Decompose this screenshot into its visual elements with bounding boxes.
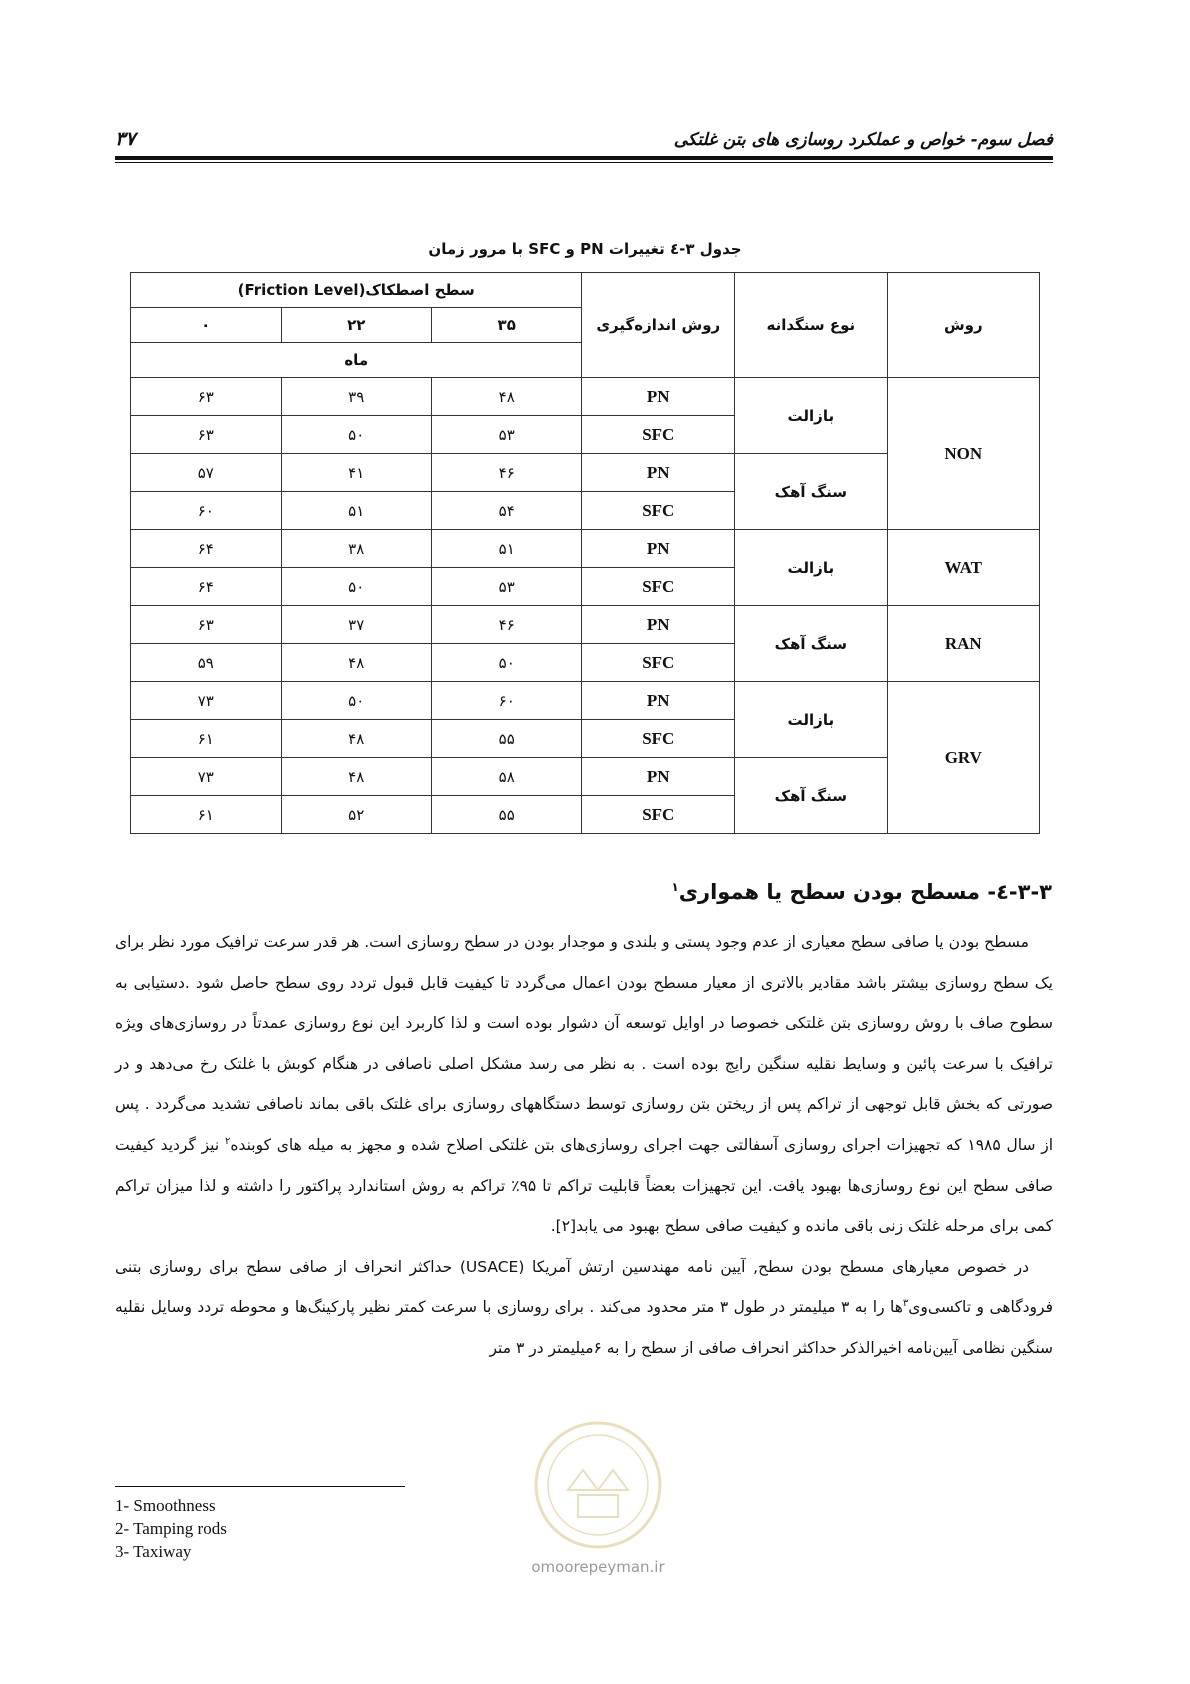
footnote-rule xyxy=(115,1486,405,1487)
header-measure-method xyxy=(582,273,735,378)
measure-cell: PN xyxy=(582,378,735,416)
value-cell: ۴۸ xyxy=(431,378,581,416)
footnote: 3- Taxiway xyxy=(115,1542,192,1561)
value-cell: ۵۰ xyxy=(281,416,431,454)
measure-cell: SFC xyxy=(582,416,735,454)
table-row xyxy=(131,378,1040,416)
value-cell: ۵۵ xyxy=(431,720,581,758)
measure-cell: SFC xyxy=(582,568,735,606)
value-cell: ۳۹ xyxy=(281,378,431,416)
footnotes xyxy=(115,1494,227,1563)
watermark-seal-icon xyxy=(483,1410,713,1555)
value-cell: ۵۱ xyxy=(431,530,581,568)
value-cell: ۵۴ xyxy=(431,492,581,530)
value-cell: ۵۰ xyxy=(281,682,431,720)
paragraph-text: ها را به ۳ میلیمتر در طول ۳ متر محدود می‌کند . برای روسازی با سرعت کمتر نظیر پارکینگ‌ها و محوطه تردد وسایل نقلیه سنگین نظامی آیین‌نامه اخیرالذکر حداکثر انحراف صافی از سطح را به ۶میلیمتر در ۳ متر xyxy=(115,1298,1053,1357)
footnote-ref: ۱ xyxy=(671,880,679,894)
value-cell: ۵۹ xyxy=(131,644,282,682)
value-cell: ۵۸ xyxy=(431,758,581,796)
table-header-row xyxy=(131,273,1040,308)
value-cell: ۴۶ xyxy=(431,606,581,644)
footnote-ref: ۳ xyxy=(902,1298,909,1310)
value-cell: ۵۲ xyxy=(281,796,431,834)
measure-cell: PN xyxy=(582,606,735,644)
method-cell: RAN xyxy=(887,606,1039,682)
value-cell: ۶۱ xyxy=(131,720,282,758)
value-cell: ۵۳ xyxy=(431,568,581,606)
value-cell: ۵۰ xyxy=(281,568,431,606)
paragraph-text: نیز گردید کیفیت صافی سطح این نوع روسازی‌ها بهبود یافت. این تجهیزات بعضاً قابلیت تراکم تا ۹۵٪ تراکم به روش استاندارد پراکتور را داشته و لذا میزان تراکم کمی برای مرحله غلتک زنی باقی مانده و کیفیت صافی سطح بهبود می یابد[۲]. xyxy=(115,1135,1053,1236)
footnote-ref: ۲ xyxy=(224,1135,231,1147)
header-friction-level: سطح اصطکاک(Friction Level) xyxy=(131,273,582,308)
page-header xyxy=(115,128,1053,164)
footnote: 1- Smoothness xyxy=(115,1496,216,1515)
value-cell: ۴۸ xyxy=(281,644,431,682)
body-text xyxy=(115,922,1053,1369)
measure-cell: PN xyxy=(582,454,735,492)
method-cell: NON xyxy=(887,378,1039,530)
measure-cell: SFC xyxy=(582,492,735,530)
value-cell: ۳۷ xyxy=(281,606,431,644)
value-cell: ۴۱ xyxy=(281,454,431,492)
value-cell: ۴۸ xyxy=(281,758,431,796)
measure-cell: PN xyxy=(582,530,735,568)
measure-cell: SFC xyxy=(582,644,735,682)
value-cell: ۶۰ xyxy=(131,492,282,530)
value-cell: ۶۴ xyxy=(131,530,282,568)
value-cell: ۶۳ xyxy=(131,416,282,454)
header-rule-thin xyxy=(115,162,1053,163)
value-cell: ۶۳ xyxy=(131,378,282,416)
aggregate-cell: سنگ آهک xyxy=(735,454,888,530)
table-row xyxy=(131,682,1040,720)
section-heading-text: ۳-۳-٤- مسطح بودن سطح یا همواری xyxy=(678,880,1052,904)
chapter-title: فصل سوم- خواص و عملکرد روسازی های بتن غلتکی xyxy=(673,130,1053,150)
paragraph xyxy=(115,1247,1053,1369)
friction-table xyxy=(130,272,1040,834)
header-month: ۰ xyxy=(131,308,282,343)
value-cell: ۶۴ xyxy=(131,568,282,606)
value-cell: ۶۱ xyxy=(131,796,282,834)
measure-cell: PN xyxy=(582,682,735,720)
footnote: 2- Tamping rods xyxy=(115,1519,227,1538)
table-caption: جدول ۳-٤ تغییرات PN و SFC با مرور زمان xyxy=(428,240,742,258)
header-month-unit: ماه xyxy=(131,343,582,378)
value-cell: ۵۰ xyxy=(431,644,581,682)
method-cell: GRV xyxy=(887,682,1039,834)
value-cell: ۷۳ xyxy=(131,758,282,796)
paragraph-text: مسطح بودن یا صافی سطح معیاری از عدم وجود پستی و بلندی و موجدار بودن در سطح روسازی است. هر قدر سرعت ترافیک مورد نظر برای یک سطح روسازی بیشتر باشد مقادیر بالاتری از معیار مسطح بودن اعمال می‌گردد تا کیفیت قابل قبول تردد روی سطح حاصل شود .دستیابی به سطوح صاف با روش روسازی بتن غلتکی خصوصا در اوایل توسعه آن دشوار بوده است و لذا کاربرد این نوع روسازی عمدتاً در روسازی‌های ویژه ترافیک با سرعت پائین و وسایط نقلیه سنگین رایج بوده است . به نظر می رسد مشکل اصلی ناصافی در هنگام کوبش با غلتک رخ می‌دهد و در صورتی که بخش قابل توجهی از تراکم پس از ریختن بتن روسازی توسط دستگاههای روسازی برای غلتک باقی بماند ناصافی تشدید می‌گردد . پس از سال ۱۹۸۵ که تجهیزات اجرای روسازی آسفالتی جهت اجرای روسازی‌های بتن غلتکی اصلاح شده و مجهز به میله های کوبنده xyxy=(115,933,1053,1154)
measure-cell: PN xyxy=(582,758,735,796)
value-cell: ۵۱ xyxy=(281,492,431,530)
aggregate-cell: بازالت xyxy=(735,530,888,606)
header-measure-method-text: روش اندازه‌گیری xyxy=(596,316,721,334)
watermark-logo xyxy=(483,1410,713,1570)
section-heading xyxy=(671,880,1052,904)
measure-cell: SFC xyxy=(582,796,735,834)
page-number: ۳۷ xyxy=(115,128,136,150)
value-cell: ۷۳ xyxy=(131,682,282,720)
measure-cell: SFC xyxy=(582,720,735,758)
value-cell: ۵۵ xyxy=(431,796,581,834)
table-row xyxy=(131,530,1040,568)
header-method: روش xyxy=(887,273,1039,378)
value-cell: ۵۳ xyxy=(431,416,581,454)
header-aggregate: نوع سنگدانه xyxy=(735,273,888,378)
header-month: ۲۲ xyxy=(281,308,431,343)
paragraph-text: در خصوص معیارهای مسطح بودن سطح, آیین نامه مهندسین ارتش آمریکا (USACE) حداکثر انحراف از صافی سطح برای روسازی بتنی فرودگاهی و تاکسی‌وی xyxy=(115,1257,1053,1317)
header-month: ۳۵ xyxy=(431,308,581,343)
aggregate-cell: بازالت xyxy=(735,378,888,454)
table-row xyxy=(131,606,1040,644)
header-rule-thick xyxy=(115,156,1053,160)
aggregate-cell: بازالت xyxy=(735,682,888,758)
value-cell: ۵۷ xyxy=(131,454,282,492)
paragraph xyxy=(115,922,1053,1247)
value-cell: ۴۸ xyxy=(281,720,431,758)
value-cell: ۶۳ xyxy=(131,606,282,644)
aggregate-cell: سنگ آهک xyxy=(735,606,888,682)
watermark-text: omoorepeyman.ir xyxy=(531,1558,665,1576)
value-cell: ۶۰ xyxy=(431,682,581,720)
value-cell: ۳۸ xyxy=(281,530,431,568)
value-cell: ۴۶ xyxy=(431,454,581,492)
method-cell: WAT xyxy=(887,530,1039,606)
aggregate-cell: سنگ آهک xyxy=(735,758,888,834)
